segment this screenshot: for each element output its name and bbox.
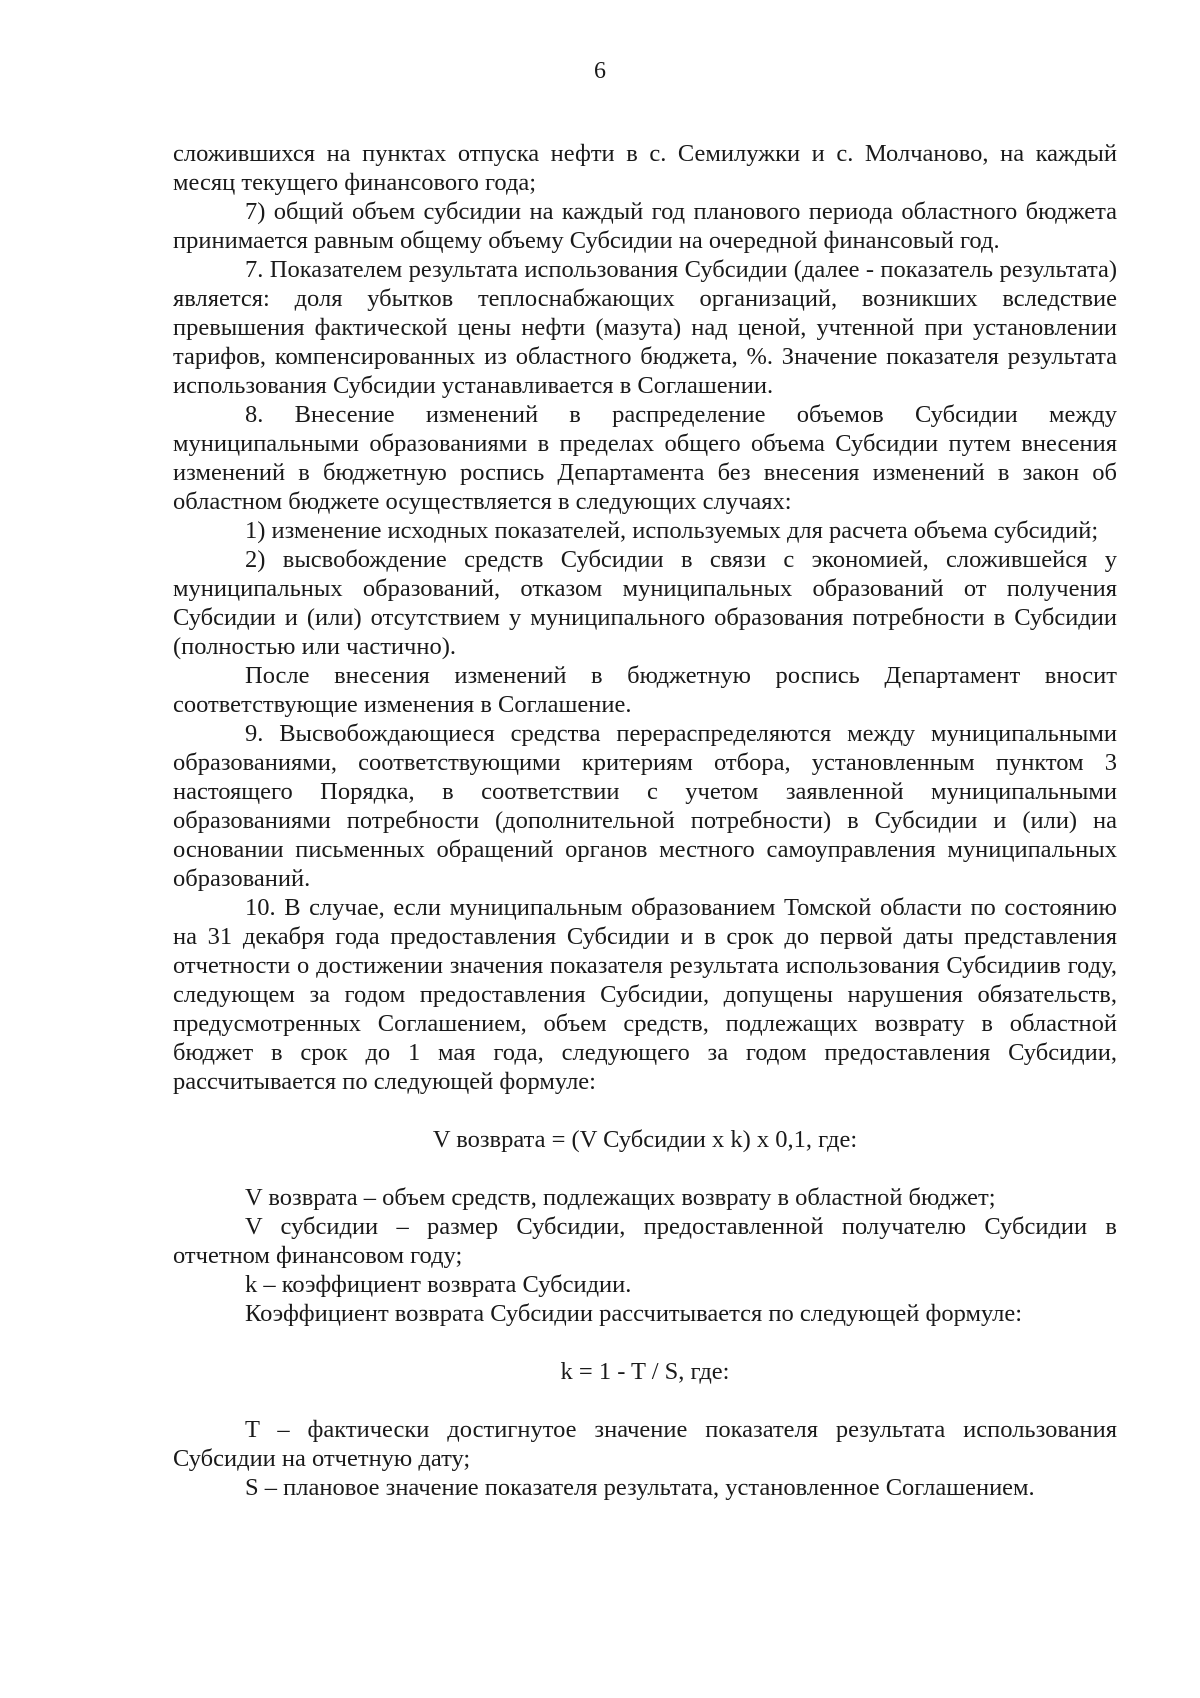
page-number: 6 — [594, 58, 606, 84]
definition-t: T – фактически достигнутое значение показателя результата использования Субсидии на отчетную дату; — [173, 1416, 1117, 1472]
paragraph-after-changes: После внесения изменений в бюджетную роспись Департамент вносит соответствующие изменения в Соглашение. — [173, 662, 1117, 718]
paragraph-8-case-2: 2) высвобождение средств Субсидии в связи с экономией, сложившейся у муниципальных образований, отказом муниципальных образований от получения Субсидии и (или) отсутствием у муниципального образования потребности в Субсидии (полностью или частично). — [173, 546, 1117, 660]
paragraph-10-return-case: 10. В случае, если муниципальным образованием Томской области по состоянию на 31 декабря года предоставления Субсидии и в срок до первой даты представления отчетности о достижении значения показателя результата использования Субсидиив году, следующем за годом предоставления Субсидии, допущены нарушения обязательств, предусмотренных Соглашением, объем средств, подлежащих возврату в областной бюджет в срок до 1 мая года, следующего за годом предоставления Субсидии, рассчитывается по следующей формуле: — [173, 894, 1117, 1095]
paragraph-8-redistribution: 8. Внесение изменений в распределение объемов Субсидии между муниципальными образованиями в пределах общего объема Субсидии путем внесения изменений в бюджетную роспись Департамента без внесения изменений в закон об областном бюджете осуществляется в следующих случаях: — [173, 401, 1117, 515]
formula-coefficient: k = 1 - T / S, где: — [560, 1358, 730, 1385]
document-body — [173, 139, 1117, 1502]
paragraph-7-result-indicator: 7. Показателем результата использования Субсидии (далее - показатель результата) является: доля убытков теплоснабжающих организаций, возникших вследствие превышения фактической цены нефти (мазута) над ценой, учтенной при установлении тарифов, компенсированных из областного бюджета, %. Значение показателя результата использования Субсидии устанавливается в Соглашении. — [173, 256, 1117, 399]
definition-v-subsidy: V субсидии – размер Субсидии, предоставленной получателю Субсидии в отчетном финансовом году; — [173, 1213, 1117, 1269]
paragraph-continuation: сложившихся на пунктах отпуска нефти в с. Семилужки и с. Молчаново, на каждый месяц текущего финансового года; — [173, 140, 1117, 196]
definition-k: k – коэффициент возврата Субсидии. — [245, 1271, 632, 1298]
definition-v-return: V возврата – объем средств, подлежащих возврату в областной бюджет; — [245, 1184, 996, 1211]
formula-return-volume: V возврата = (V Субсидии x k) x 0,1, где: — [432, 1126, 858, 1153]
definition-s: S – плановое значение показателя результата, установленное Соглашением. — [245, 1474, 1035, 1501]
paragraph-8-case-1: 1) изменение исходных показателей, используемых для расчета объема субсидий; — [245, 517, 1099, 544]
paragraph-item-7-subsidy-volume: 7) общий объем субсидии на каждый год планового периода областного бюджета принимается равным общему объему Субсидии на очередной финансовый год. — [173, 198, 1117, 254]
paragraph-9-released-funds: 9. Высвобождающиеся средства перераспределяются между муниципальными образованиями, соответствующими критериям отбора, установленным пунктом 3 настоящего Порядка, в соответствии с учетом заявленной муниципальными образованиями потребности (дополнительной потребности) в Субсидии и (или) на основании письменных обращений органов местного самоуправления муниципальных образований. — [173, 720, 1117, 892]
paragraph-coefficient-formula-intro: Коэффициент возврата Субсидии рассчитывается по следующей формуле: — [245, 1300, 1023, 1327]
